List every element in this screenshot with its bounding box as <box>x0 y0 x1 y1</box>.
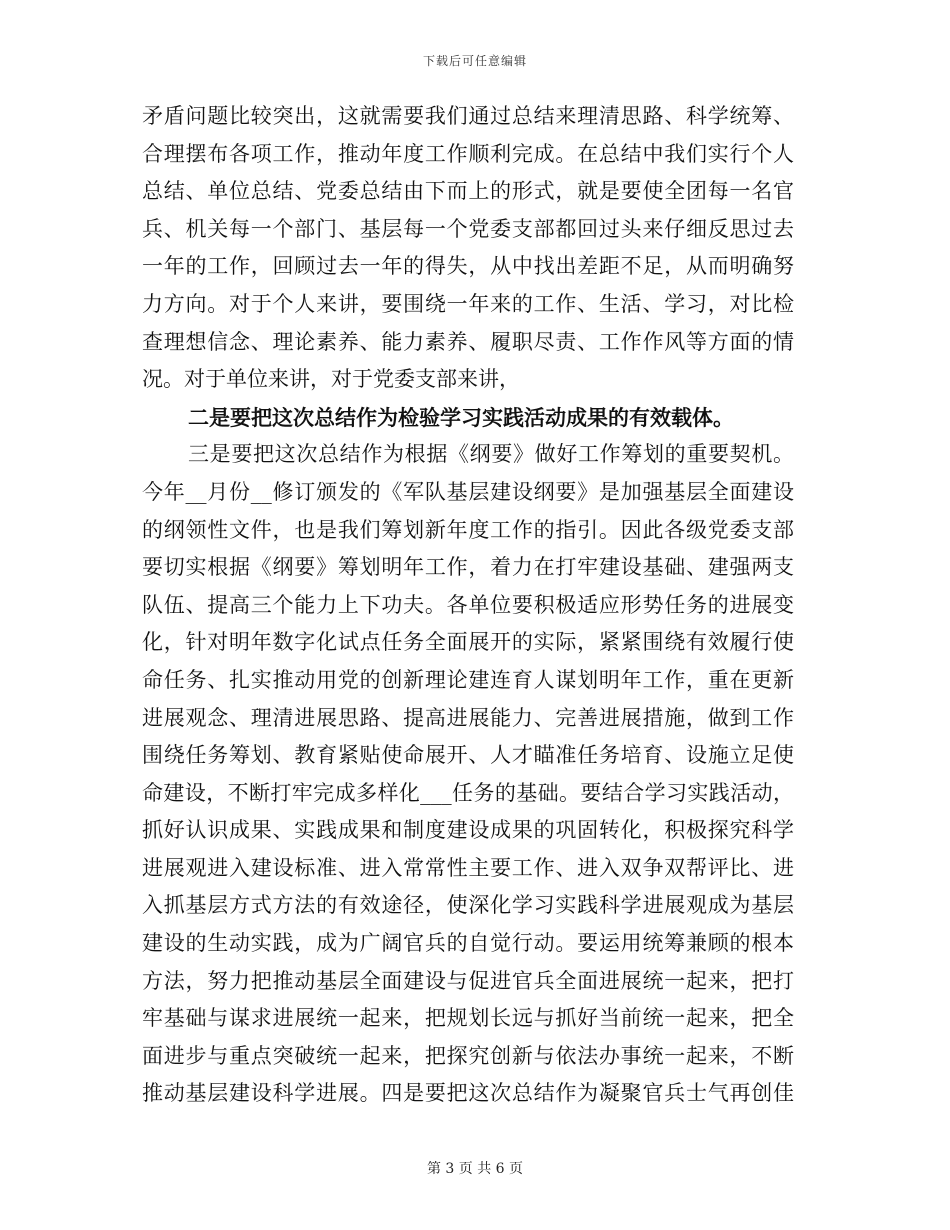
paragraph-line: 命建设，不断打牢完成多样化___任务的基础。要结合学习实践活动， <box>142 780 794 805</box>
paragraph-line: 进展观念、理清进展思路、提高进展能力、完善进展措施，做到工作 <box>142 705 794 730</box>
paragraph-line: 三是要把这次总结作为根据《纲要》做好工作筹划的重要契机。 <box>188 442 794 467</box>
paragraph-line: 围绕任务筹划、教育紧贴使命展开、人才瞄准任务培育、设施立足使 <box>142 743 794 768</box>
bold-heading-line: 二是要把这次总结作为检验学习实践活动成果的有效载体。 <box>188 404 734 430</box>
paragraph-line: 一年的工作，回顾过去一年的得失，从中找出差距不足，从而明确努 <box>142 254 794 279</box>
paragraph-line: 面进步与重点突破统一起来，把探究创新与依法办事统一起来，不断 <box>142 1043 794 1068</box>
paragraph-line: 建设的生动实践，成为广阔官兵的自觉行动。要运用统筹兼顾的根本 <box>142 931 794 956</box>
page-number-footer: 第 3 页 共 6 页 <box>426 1161 524 1177</box>
paragraph-line: 入抓基层方式方法的有效途径，使深化学习实践科学进展观成为基层 <box>142 893 794 918</box>
document-body <box>142 98 794 1113</box>
paragraph-line: 进展观进入建设标准、进入常常性主要工作、进入双争双帮评比、进 <box>142 855 794 880</box>
paragraph-line: 矛盾问题比较突出，这就需要我们通过总结来理清思路、科学统筹、 <box>142 104 794 128</box>
paragraph-line: 队伍、提高三个能力上下功夫。各单位要积极适应形势任务的进展变 <box>142 592 794 617</box>
paragraph-line: 的纲领性文件，也是我们筹划新年度工作的指引。因此各级党委支部 <box>142 517 794 542</box>
paragraph-line: 合理摆布各项工作，推动年度工作顺利完成。在总结中我们实行个人 <box>142 141 794 166</box>
paragraph-line: 力方向。对于个人来讲，要围绕一年来的工作、生活、学习，对比检 <box>142 291 794 316</box>
page-header: 下载后可任意编辑 <box>422 54 527 68</box>
paragraph-line: 今年__月份__修订颁发的《军队基层建设纲要》是加强基层全面建设 <box>142 479 794 504</box>
paragraph-line: 查理想信念、理论素养、能力素养、履职尽责、工作作风等方面的情 <box>142 329 794 354</box>
paragraph-line: 抓好认识成果、实践成果和制度建设成果的巩固转化，积极探究科学 <box>142 818 794 843</box>
paragraph-line: 兵、机关每一个部门、基层每一个党委支部都回过头来仔细反思过去 <box>142 216 794 241</box>
paragraph-line: 要切实根据《纲要》筹划明年工作，着力在打牢建设基础、建强两支 <box>142 555 794 580</box>
paragraph-line: 牢基础与谋求进展统一起来，把规划长远与抓好当前统一起来，把全 <box>142 1006 794 1031</box>
paragraph-line: 总结、单位总结、党委总结由下而上的形式，就是要使全团每一名官 <box>142 179 794 204</box>
paragraph-line: 推动基层建设科学进展。四是要把这次总结作为凝聚官兵士气再创佳 <box>142 1081 794 1106</box>
paragraph-line: 命任务、扎实推动用党的创新理论建连育人谋划明年工作，重在更新 <box>142 667 794 692</box>
paragraph-line: 化，针对明年数字化试点任务全面展开的实际，紧紧围绕有效履行使 <box>142 630 794 655</box>
paragraph-line: 方法，努力把推动基层全面建设与促进官兵全面进展统一起来，把打 <box>142 968 794 993</box>
paragraph-line: 况。对于单位来讲，对于党委支部来讲， <box>142 367 520 392</box>
